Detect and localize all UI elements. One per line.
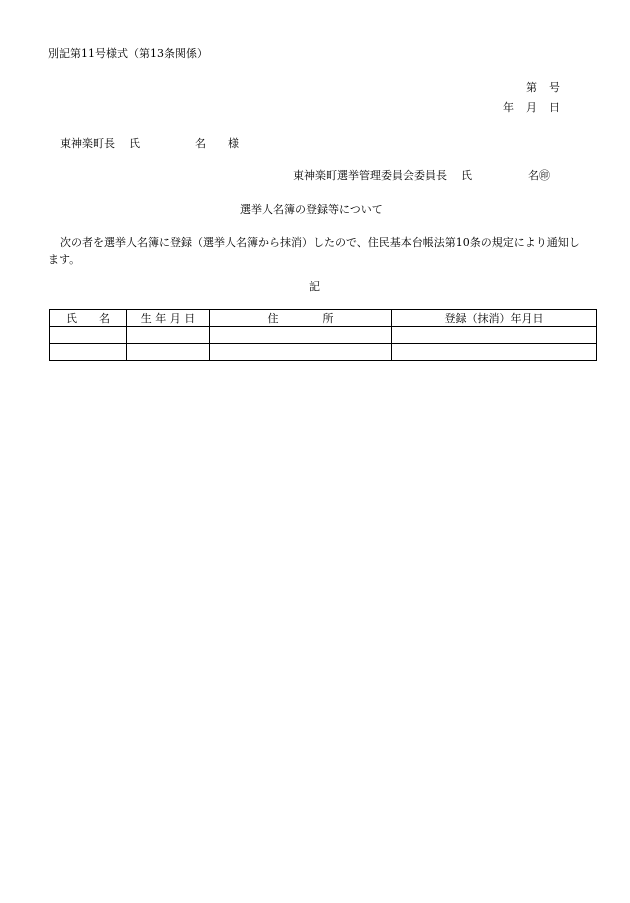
number-go: 号 bbox=[549, 81, 560, 94]
sender-title: 東神楽町選挙管理委員会委員長 bbox=[293, 169, 447, 182]
addressee-title: 東神楽町長 bbox=[60, 137, 115, 150]
table-cell bbox=[392, 327, 597, 344]
table-header-row bbox=[50, 310, 597, 327]
number-dai: 第 bbox=[526, 81, 537, 94]
addressee bbox=[60, 138, 239, 149]
table-cell bbox=[392, 344, 597, 361]
header-birthdate: 生 年 月 日 bbox=[127, 310, 210, 327]
record-label: 記 bbox=[309, 280, 320, 293]
body-text: 次の者を選挙人名簿に登録（選挙人名簿から抹消）したので、住民基本台帳法第10条の規定により通知します。 bbox=[48, 236, 580, 266]
sender-seal: 名㊞ bbox=[528, 169, 550, 182]
document-subject: 選挙人名簿の登録等について bbox=[240, 203, 383, 216]
header-registration-date: 登録（抹消）年月日 bbox=[392, 310, 597, 327]
sender bbox=[293, 170, 550, 181]
header-name: 氏 名 bbox=[50, 310, 127, 327]
table-cell bbox=[127, 344, 210, 361]
table-cell bbox=[210, 327, 392, 344]
date-year: 年 bbox=[503, 101, 514, 114]
date-month: 月 bbox=[526, 101, 537, 114]
date-day: 日 bbox=[549, 101, 560, 114]
table-cell bbox=[210, 344, 392, 361]
header-address: 住 所 bbox=[210, 310, 392, 327]
addressee-shi: 氏 bbox=[129, 137, 140, 150]
table-cell bbox=[50, 344, 127, 361]
addressee-mei: 名 bbox=[195, 137, 206, 150]
table-row bbox=[50, 327, 597, 344]
table-cell bbox=[127, 327, 210, 344]
document-date bbox=[503, 102, 560, 113]
register-table bbox=[49, 309, 597, 361]
table-row bbox=[50, 344, 597, 361]
document-number bbox=[526, 82, 560, 93]
addressee-sama: 様 bbox=[228, 137, 239, 150]
sender-shi: 氏 bbox=[461, 169, 472, 182]
form-label: 別記第11号様式（第13条関係） bbox=[48, 47, 208, 60]
table-cell bbox=[50, 327, 127, 344]
